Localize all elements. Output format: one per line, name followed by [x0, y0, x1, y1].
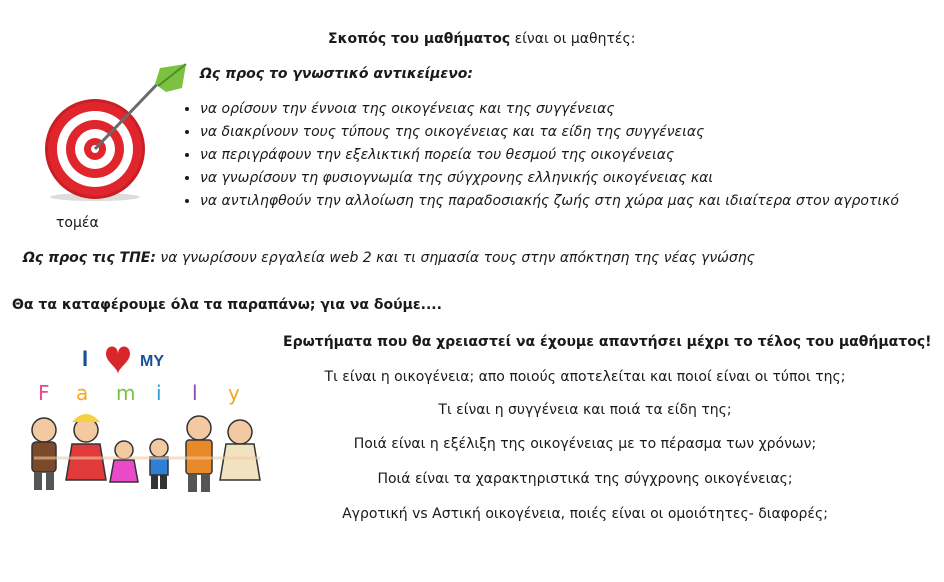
tpe-label: Ως προς τις ΤΠΕ:	[23, 250, 156, 266]
target-dart-icon	[40, 62, 190, 202]
questions-heading: Ερωτήματα που θα χρειαστεί να έχουμε απαντήσει μέχρι το τέλος του μαθήματος!	[283, 334, 932, 350]
intro-text: Θα τα καταφέρουμε όλα τα παραπάνω; για να δούμε....	[12, 297, 442, 313]
cognitive-item: • να γνωρίσουν τη φυσιογνωμία της σύγχρονης ελληνικής οικογένειας και	[200, 167, 899, 190]
objective-title-rest: είναι οι μαθητές:	[510, 31, 636, 47]
family-illustration-icon	[14, 340, 270, 500]
cognitive-item: • να ορίσουν την έννοια της οικογένειας και της συγγένειας	[200, 98, 899, 121]
family-letter-l: l	[192, 381, 198, 405]
objective-title	[328, 31, 635, 47]
cognitive-item: • να διακρίνουν τους τύπους της οικογένειας και τα είδη της συγγένειας	[200, 121, 899, 144]
heart-icon	[106, 347, 130, 375]
objective-title-bold: Σκοπός του μαθήματος	[328, 31, 511, 47]
family-letter-m: m	[116, 381, 136, 405]
family-my-letters: MY	[140, 353, 164, 370]
family-letter-y: y	[228, 381, 240, 405]
question-item: Αγροτική vs Αστική οικογένεια, ποιές είναι οι ομοιότητες- διαφορές;	[342, 506, 828, 522]
cognitive-continuation: τομέα	[56, 215, 99, 231]
cognitive-item: • να περιγράφουν την εξελικτική πορεία του θεσμού της οικογένειας	[200, 144, 899, 167]
tpe-objective	[23, 250, 755, 266]
cognitive-list	[180, 98, 899, 213]
family-letter-i: i	[156, 381, 162, 405]
family-letter-a: a	[76, 381, 89, 405]
cognitive-heading: Ως προς το γνωστικό αντικείμενο:	[200, 66, 473, 82]
cognitive-item: • να αντιληφθούν την αλλοίωση της παραδοσιακής ζωής στη χώρα μας και ιδιαίτερα στον αγροτικό	[200, 190, 899, 213]
question-item: Τι είναι η συγγένεια και ποιά τα είδη της;	[438, 402, 732, 418]
question-item: Ποιά είναι η εξέλιξη της οικογένειας με το πέρασμα των χρόνων;	[353, 436, 817, 452]
question-item: Τι είναι η οικογένεια; απο ποιούς αποτελείται και ποιοί είναι οι τύποι της;	[324, 369, 846, 385]
family-i-letter: I	[82, 346, 89, 371]
question-item: Ποιά είναι τα χαρακτηριστικά της σύγχρονης οικογένειας;	[377, 471, 793, 487]
family-letter-f: F	[38, 381, 50, 405]
tpe-text: να γνωρίσουν εργαλεία web 2 και τι σημασία τους στην απόκτηση της νέας γνώσης	[155, 250, 755, 266]
